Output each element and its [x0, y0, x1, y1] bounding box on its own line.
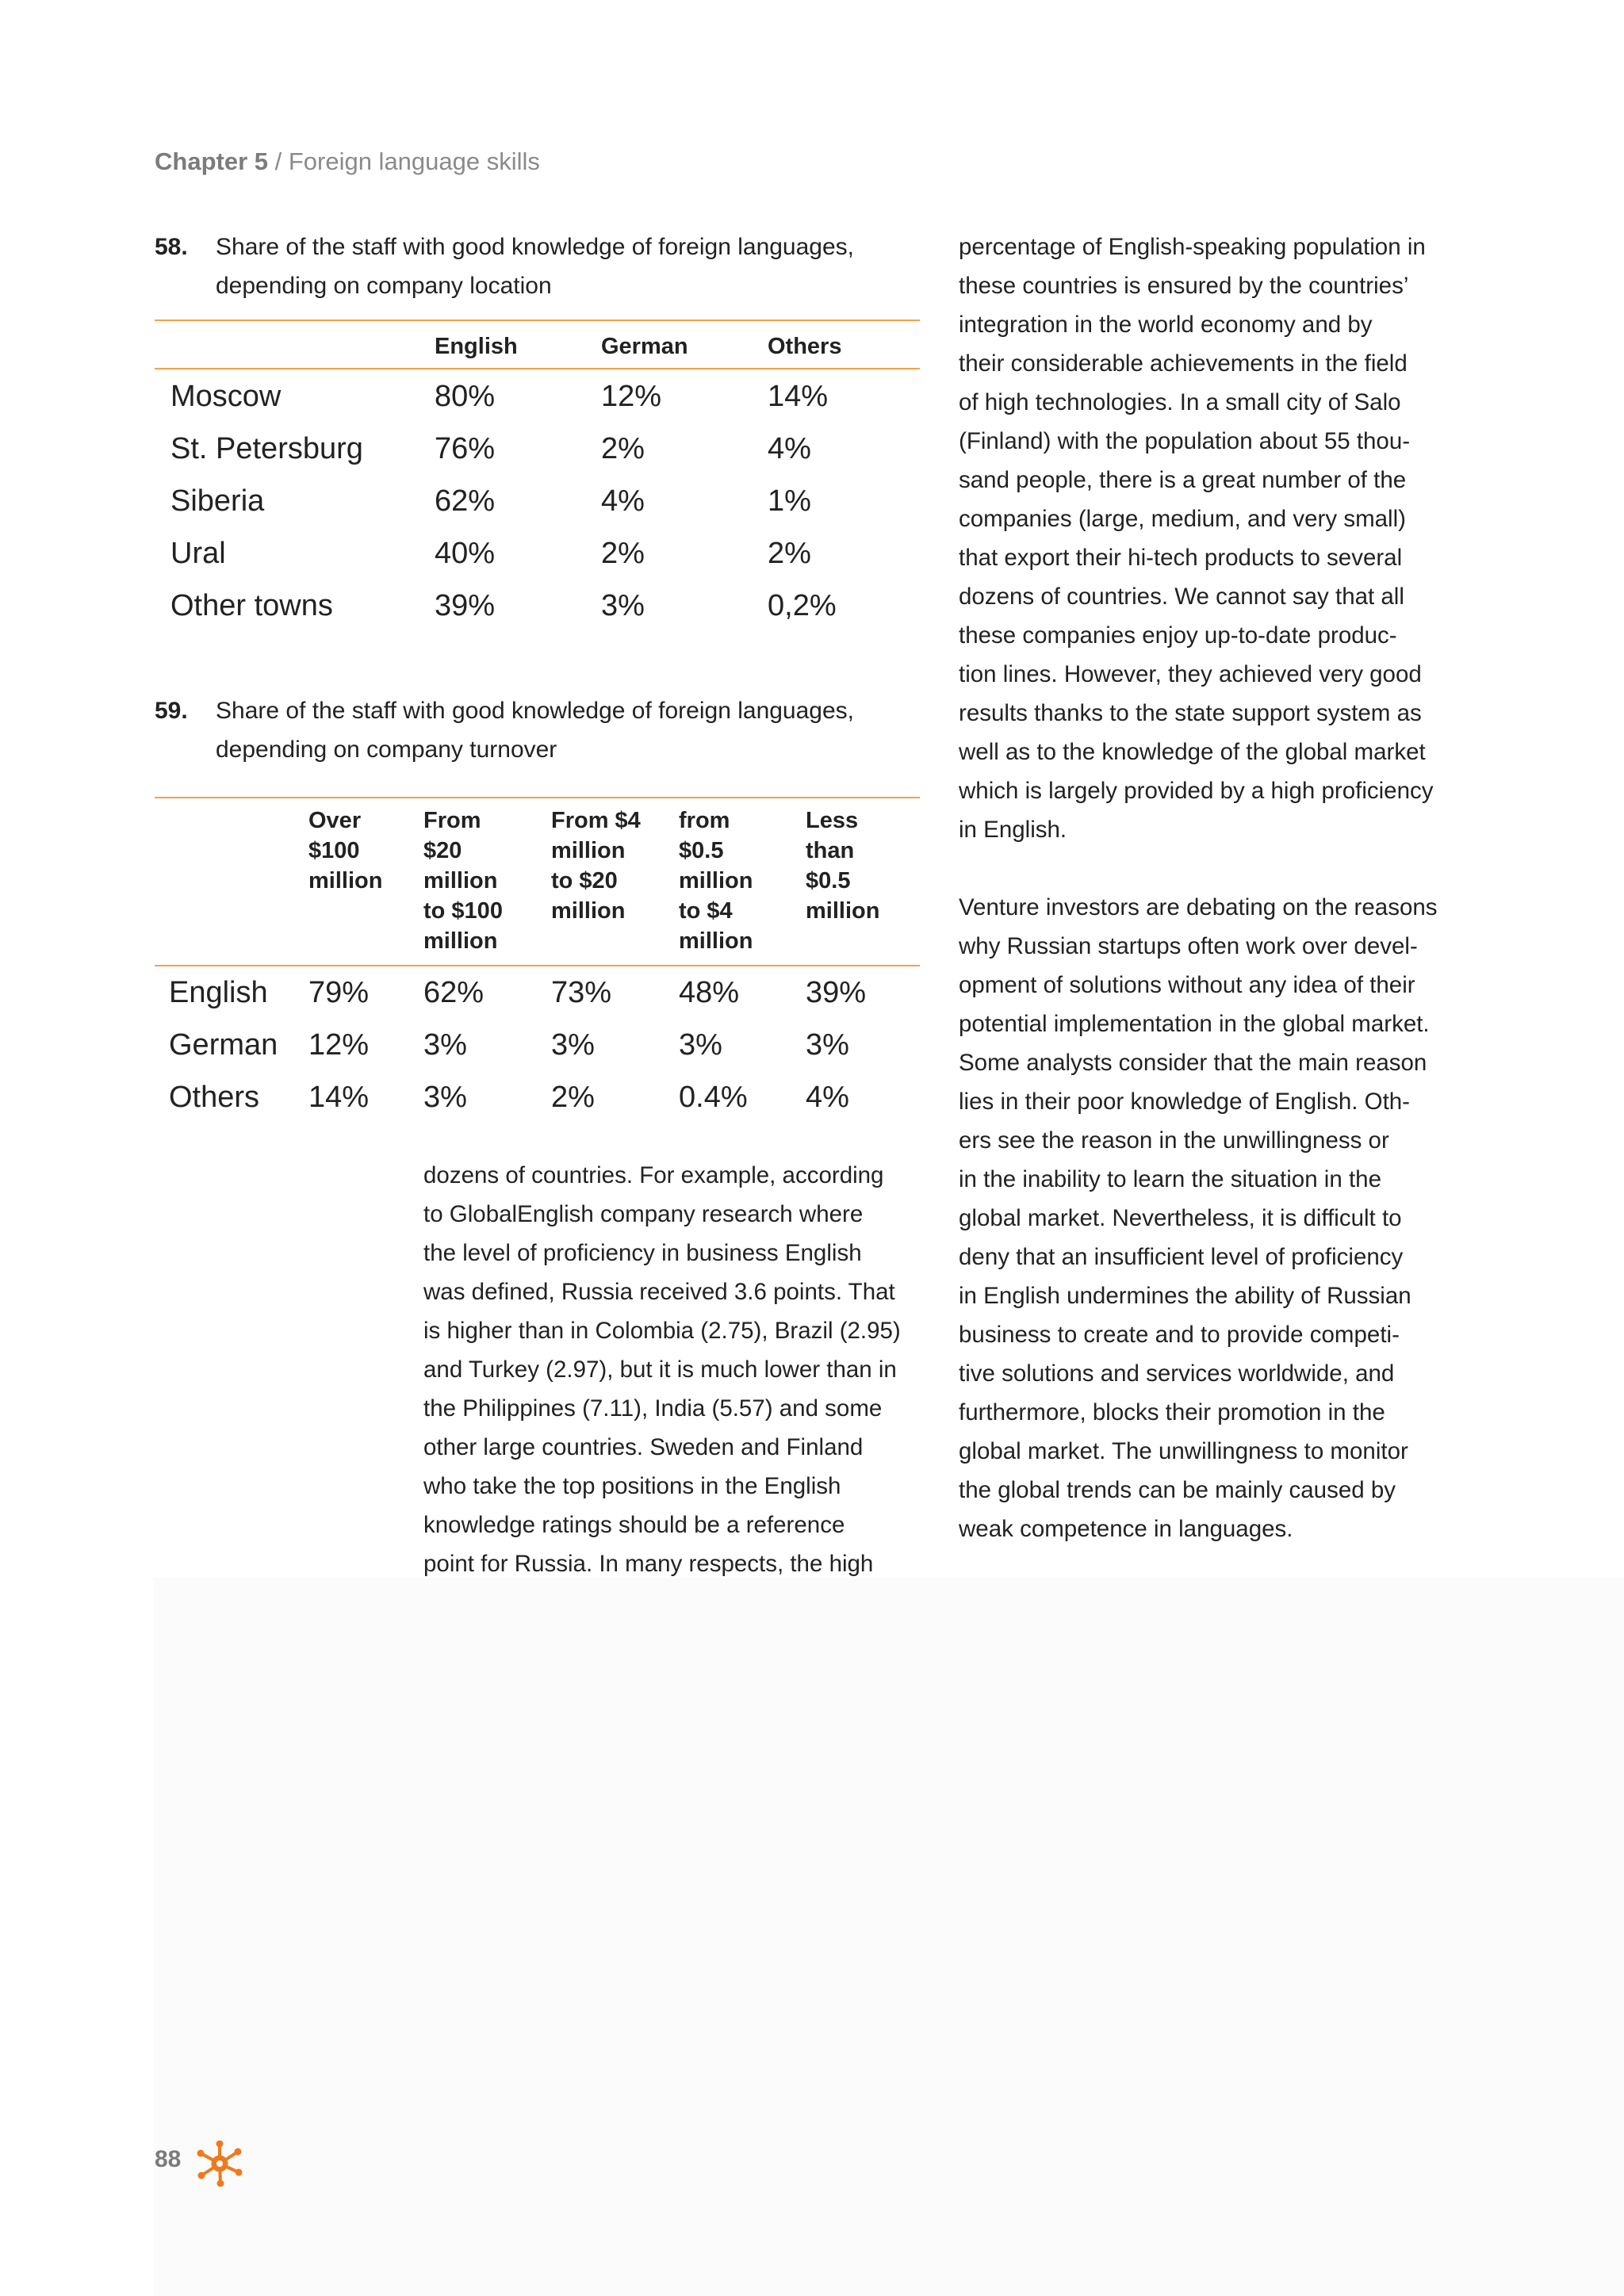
text-line: deny that an insufficient level of proficiency [959, 1244, 1404, 1270]
text-line: opment of solutions without any idea of their [959, 972, 1415, 998]
table-59-header-rule [155, 965, 920, 966]
text-line: lies in their poor knowledge of English. Oth- [959, 1089, 1410, 1115]
text-line: companies (large, medium, and very small) [959, 506, 1406, 532]
right-column-text [959, 228, 1438, 1548]
text-line: Some analysts consider that the main reason [959, 1050, 1427, 1076]
table-59-cell: 14% [308, 1081, 370, 1114]
table-59-cell: 3% [423, 1028, 467, 1062]
table-58-row-label: Ural [170, 537, 226, 570]
text-line: these countries is ensured by the countries’ [959, 273, 1409, 299]
text-line: was defined, Russia received 3.6 points. That [423, 1279, 895, 1305]
table-58-cell: 0,2% [768, 589, 837, 622]
text-line: dozens of countries. We cannot say that all [959, 584, 1404, 610]
text-line: which is largely provided by a high proficiency [959, 778, 1434, 804]
table-58-caption-line: Share of the staff with good knowledge of foreign languages, [216, 234, 855, 260]
table-58-col-header: English [435, 334, 518, 359]
text-line: percentage of English-speaking population in [959, 234, 1426, 260]
text-line: in the inability to learn the situation in the [959, 1166, 1381, 1192]
table-59-cell: 12% [308, 1028, 370, 1062]
text-line: tion lines. However, they achieved very good [959, 661, 1422, 687]
table-58-cell: 14% [768, 380, 829, 413]
text-line: who take the top positions in the English [423, 1473, 841, 1499]
text-line: dozens of countries. For example, according [423, 1162, 884, 1188]
table-58-row-label: Siberia [170, 484, 265, 518]
table-59-number: 59. [155, 698, 188, 724]
table-59-cell: 39% [806, 976, 867, 1009]
table-58-number: 58. [155, 234, 188, 260]
table-58-cell: 80% [435, 380, 496, 413]
table-58-row-label: St. Petersburg [170, 432, 363, 465]
text-line: ers see the reason in the unwillingness or [959, 1127, 1389, 1154]
table-59-col-header: Over $100 million [308, 808, 383, 894]
table-59-cell: 2% [551, 1081, 595, 1114]
table-58-cell: 3% [601, 589, 645, 622]
text-line: these companies enjoy up-to-date produc- [959, 622, 1397, 649]
text-line: global market. The unwillingness to monitor [959, 1438, 1408, 1464]
table-58-cell: 2% [768, 537, 811, 570]
text-line: the global trends can be mainly caused by [959, 1477, 1396, 1503]
chapter-header [155, 147, 540, 176]
table-59-col-header: From $4 million to $20 million [551, 808, 641, 924]
table-59-row-label: English [169, 976, 268, 1009]
text-line: potential implementation in the global market. [959, 1011, 1430, 1037]
text-line: their considerable achievements in the field [959, 350, 1408, 377]
text-line: knowledge ratings should be a reference [423, 1512, 845, 1538]
table-58-cell: 4% [601, 484, 645, 518]
text-line: furthermore, blocks their promotion in the [959, 1399, 1385, 1425]
table-58-caption [155, 228, 924, 305]
table-58-row-label: Other towns [170, 589, 333, 622]
table-58-cell: 39% [435, 589, 496, 622]
paragraph-gap [959, 849, 1438, 888]
text-line: (Finland) with the population about 55 thou- [959, 428, 1411, 454]
table-58-cell: 12% [601, 380, 662, 413]
table-59-caption [155, 691, 924, 769]
text-line: global market. Nevertheless, it is difficult to [959, 1205, 1402, 1231]
table-59-caption-line: Share of the staff with good knowledge of foreign languages, [216, 698, 855, 724]
text-line: point for Russia. In many respects, the high [423, 1551, 874, 1577]
table-59-col-header: from $0.5 million to $4 million [679, 808, 753, 954]
text-line: is higher than in Colombia (2.75), Brazil (2.95) [423, 1318, 901, 1344]
table-58-header-rule [155, 368, 920, 369]
text-line: the level of proficiency in business English [423, 1240, 862, 1266]
splash-logo-icon [197, 2141, 243, 2187]
text-line: business to create and to provide competi- [959, 1322, 1400, 1348]
table-58-cell: 76% [435, 432, 496, 465]
table-58-cell: 1% [768, 484, 811, 518]
text-line: integration in the world economy and by [959, 312, 1373, 338]
page-number: 88 [155, 2146, 182, 2172]
table-59-col-header: Less than $0.5 million [806, 808, 880, 924]
table-58-cell: 2% [601, 537, 645, 570]
text-line: in English undermines the ability of Russian [959, 1283, 1411, 1309]
text-line: well as to the knowledge of the global market [959, 739, 1426, 765]
text-line: of high technologies. In a small city of Salo [959, 389, 1401, 415]
text-line: why Russian startups often work over devel- [959, 933, 1418, 959]
chapter-title: Foreign language skills [288, 147, 540, 175]
table-59-cell: 48% [679, 976, 740, 1009]
text-line: the Philippines (7.11), India (5.57) and some [423, 1395, 883, 1422]
table-59-cell: 79% [308, 976, 370, 1009]
text-line: and Turkey (2.97), but it is much lower than in [423, 1357, 897, 1383]
table-59-cell: 3% [679, 1028, 722, 1062]
text-line: to GlobalEnglish company research where [423, 1201, 864, 1227]
table-59-cell: 62% [423, 976, 485, 1009]
table-59-row-label: Others [169, 1081, 260, 1114]
table-58-col-header: Others [768, 334, 842, 359]
table-59-cell: 3% [423, 1081, 467, 1114]
table-58-col-header: German [601, 334, 688, 359]
text-line: tive solutions and services worldwide, and [959, 1360, 1395, 1387]
text-line: that export their hi-tech products to several [959, 545, 1403, 571]
table-58-row-label: Moscow [170, 380, 282, 413]
table-58-cell: 4% [768, 432, 811, 465]
page-background-shade [154, 1578, 1624, 2296]
text-line: results thanks to the state support system as [959, 700, 1422, 726]
table-59-cell: 3% [806, 1028, 849, 1062]
middle-column-text [423, 1156, 901, 1583]
table-59-cell: 3% [551, 1028, 595, 1062]
table-58-cell: 2% [601, 432, 645, 465]
table-58-caption-line: depending on company location [216, 273, 552, 299]
table-59-top-rule [155, 797, 920, 798]
table-59-cell: 0.4% [679, 1081, 748, 1114]
table-58-cell: 62% [435, 484, 496, 518]
text-line: other large countries. Sweden and Finland [423, 1434, 864, 1460]
table-59-row-label: German [169, 1028, 278, 1062]
header-separator: / [267, 147, 289, 175]
text-line: sand people, there is a great number of the [959, 467, 1407, 493]
table-59-col-header: From $20 million to $100 million [423, 808, 503, 954]
text-line: weak competence in languages. [959, 1516, 1293, 1542]
table-59-cell: 4% [806, 1081, 849, 1114]
table-58-top-rule [155, 320, 920, 321]
text-line: Venture investors are debating on the reasons [959, 894, 1438, 920]
chapter-label: Chapter 5 [155, 147, 268, 175]
table-59-cell: 73% [551, 976, 612, 1009]
table-59-caption-line: depending on company turnover [216, 737, 557, 763]
table-58-cell: 40% [435, 537, 496, 570]
text-line: in English. [959, 817, 1067, 843]
